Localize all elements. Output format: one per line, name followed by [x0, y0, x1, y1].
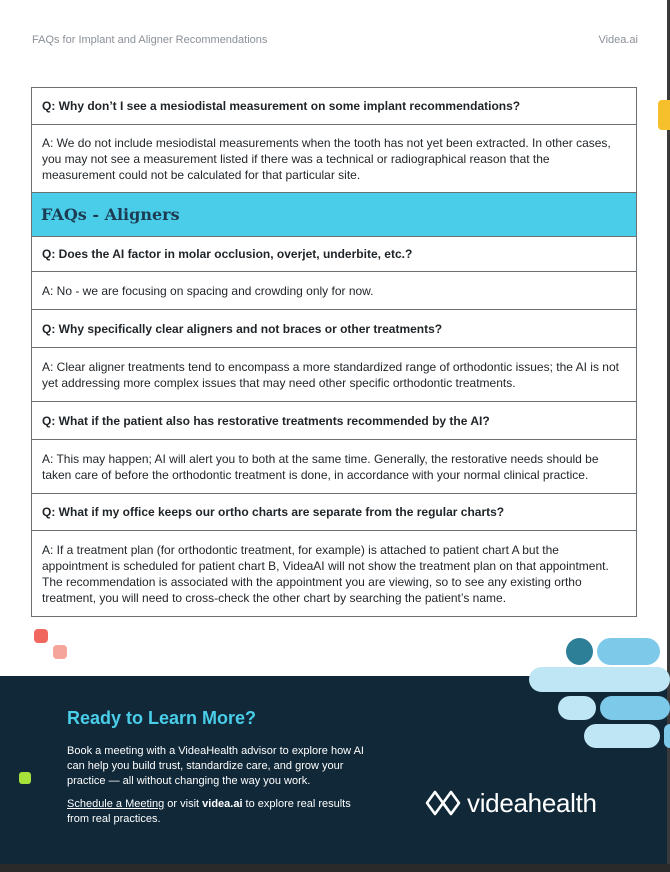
videahealth-logo [425, 786, 597, 820]
decor-pill [558, 696, 596, 720]
aligner-answer-3: A: This may happen; AI will alert you to both at the same time. Generally, the restorative needs should be taken care of before the orthodontic treatment is done, in accordance with your normal clinical practice. [32, 440, 637, 494]
bookmark-tab[interactable] [658, 100, 670, 130]
document-title: FAQs for Implant and Aligner Recommendations [32, 34, 268, 46]
faq-row-question [32, 88, 637, 125]
schedule-meeting-link[interactable]: Schedule a Meeting [67, 798, 165, 810]
faq-row-question [32, 310, 637, 348]
faq-row-answer [32, 125, 637, 193]
section-header-aligners [32, 193, 637, 237]
logo-wordmark: videahealth [467, 787, 597, 818]
aligner-question-4: Q: What if my office keeps our ortho charts are separate from the regular charts? [32, 494, 637, 531]
decor-pill [529, 667, 670, 692]
implant-question: Q: Why don’t I see a mesiodistal measurement on some implant recommendations? [32, 88, 637, 125]
footer-title: Ready to Learn More? [67, 708, 257, 728]
faq-table [31, 87, 637, 617]
decor-circle [566, 638, 593, 665]
aligner-answer-1: A: No - we are focusing on spacing and crowding only for now. [32, 272, 637, 310]
faq-row-answer [32, 440, 637, 494]
cta-text-end: to explore real results from real practices. [67, 798, 351, 825]
videahealth-logo-icon [425, 786, 461, 820]
implant-answer: A: We do not include mesiodistal measurements when the tooth has not yet been extracted. In other cases, you may not see a measurement listed if there was a technical or radiographical reason that the measurement could not be calculated for that particular site. [32, 125, 637, 193]
footer-body: Book a meeting with a VideaHealth advisor to explore how AI can help you build trust, standardize care, and grow your practice — all without changing the way you work. [67, 745, 364, 787]
footer-cta [67, 797, 367, 827]
aligner-question-1: Q: Does the AI factor in molar occlusion, overjet, underbite, etc.? [32, 237, 637, 272]
aligner-answer-4: A: If a treatment plan (for orthodontic treatment, for example) is attached to patient chart A but the appointment is scheduled for patient chart B, VideaAI will not show the treatment plan on that appointment. The recommendation is associated with the appointment you are viewing, so to see any existing ortho treatment, you will need to cross-check the other chart by searching the patient’s name. [32, 531, 637, 617]
aligner-question-3: Q: What if the patient also has restorative treatments recommended by the AI? [32, 402, 637, 440]
decor-pill [584, 724, 660, 748]
faq-row-answer [32, 531, 637, 617]
faq-row-answer [32, 348, 637, 402]
page-header [32, 34, 638, 46]
brand-label: Videa.ai [598, 34, 638, 46]
decor-square-pink [53, 645, 67, 659]
decor-square-green [19, 772, 31, 784]
faq-row-question [32, 494, 637, 531]
aligner-question-2: Q: Why specifically clear aligners and not braces or other treatments? [32, 310, 637, 348]
decor-pill [600, 696, 670, 720]
aligners-heading: FAQs - Aligners [32, 193, 637, 237]
faq-row-question [32, 237, 637, 272]
decor-pill [664, 724, 670, 748]
aligner-answer-2: A: Clear aligner treatments tend to encompass a more standardized range of orthodontic issues; the AI is not yet addressing more complex issues that may need other specific orthodontic treatments. [32, 348, 637, 402]
faq-row-answer [32, 272, 637, 310]
decor-square-red [34, 629, 48, 643]
decor-pill [597, 638, 660, 665]
site-link[interactable]: videa.ai [202, 798, 243, 810]
faq-row-question [32, 402, 637, 440]
viewer-bottom-bar [0, 864, 670, 872]
cta-text: or visit [164, 798, 203, 810]
